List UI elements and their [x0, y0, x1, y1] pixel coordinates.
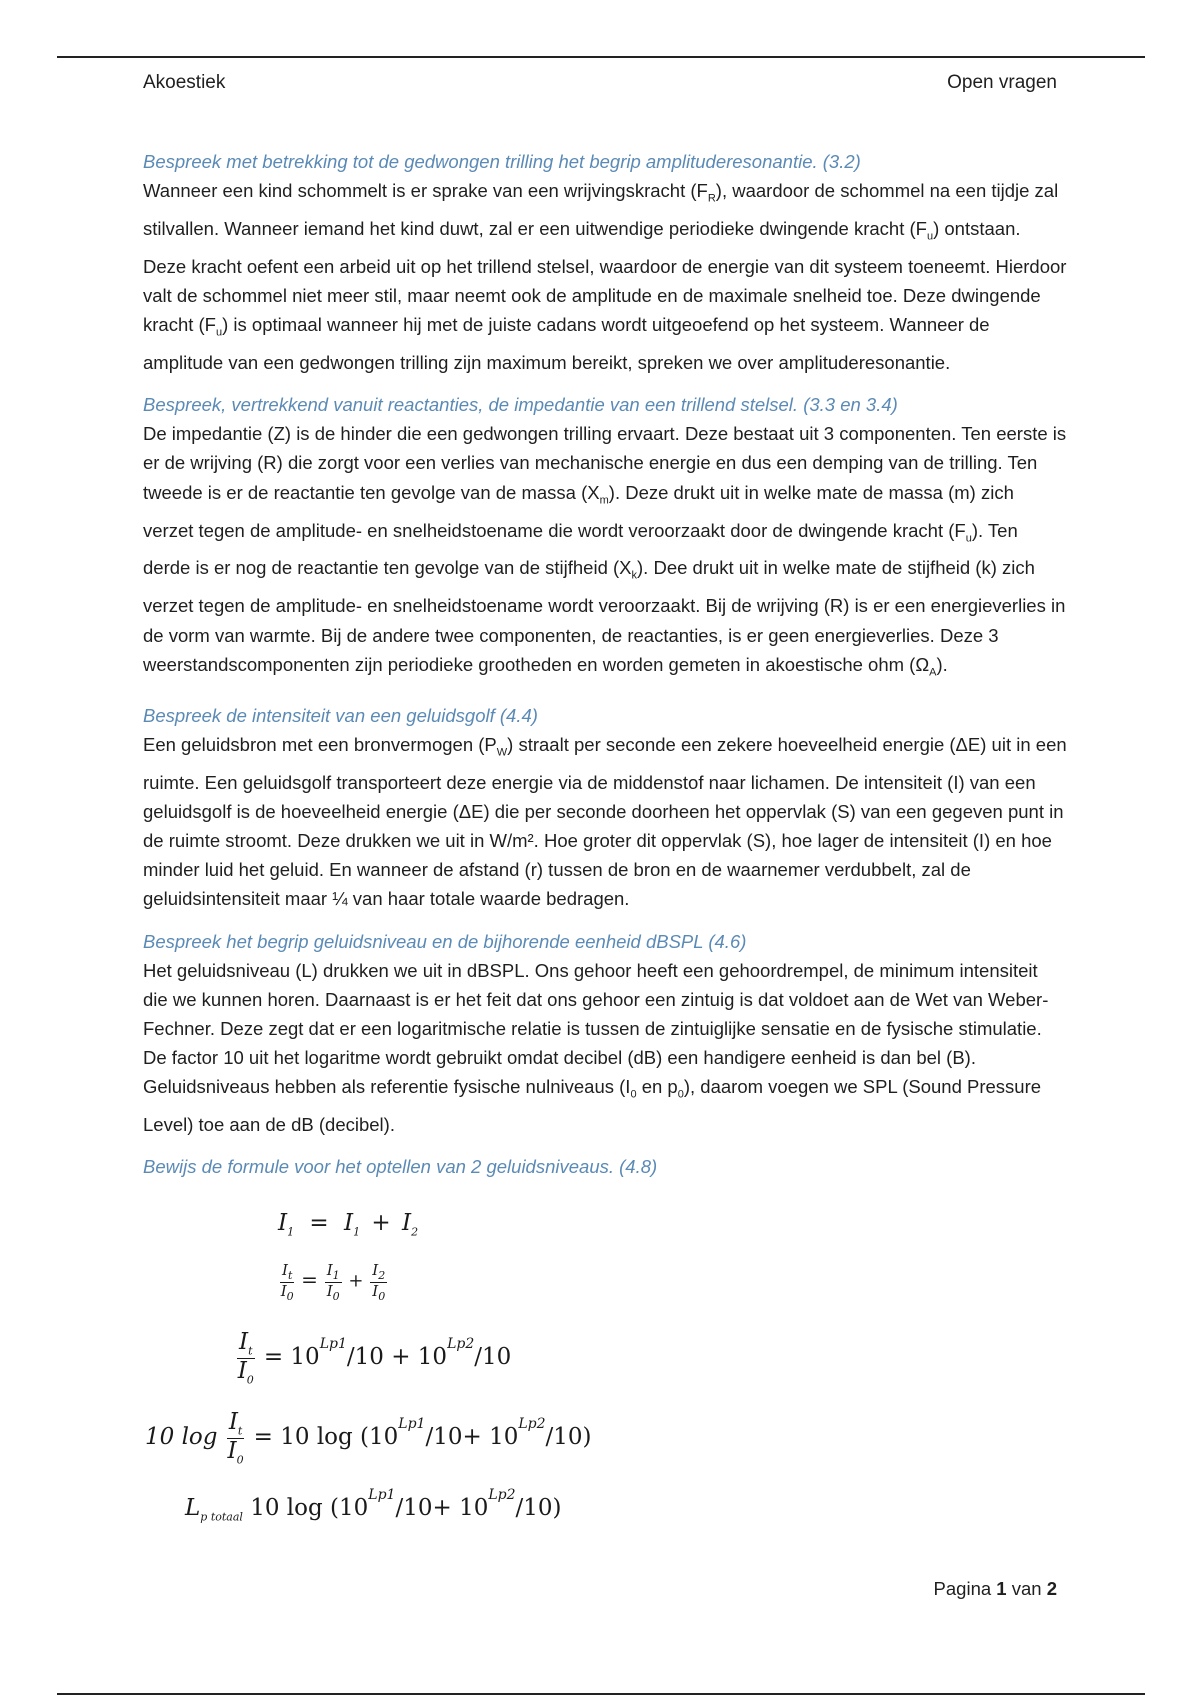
- page-header: [143, 72, 1057, 94]
- question-4: Bespreek het begrip geluidsniveau en de bijhorende eenheid dBSPL (4.6): [143, 930, 747, 952]
- answer-4: Het geluidsniveau (L) drukken we uit in dBSPL. Ons gehoor heeft een gehoordrempel, de minimum intensiteit die we kunnen horen. Daarnaast is er het feit dat ons gehoor een zintuig is dat voldoet aan de Wet van Weber-Fechner. Deze zegt dat er een logaritmische relatie is tussen de zintuiglijke sensatie en de fysische stimulatie. De factor 10 uit het logaritme wordt gebruikt omdat decibel (dB) een handigere eenheid is dan bel (B). Geluidsniveaus hebben als referentie fysische nulniveaus ($I_0$ en $p_0$), daarom voegen we SPL (Sound Pressure Level) toe aan de dB (decibel).: [143, 959, 1049, 1136]
- bottom-rule: [57, 1693, 1145, 1695]
- page-footer: Pagina 1 van 2: [933, 1578, 1057, 1599]
- page-number: 1: [996, 1578, 1007, 1599]
- formula-5: $L_{p totaal}$ 10 $\log (10^{Lp1}/10+ 10^{Lp2}/10)$: [185, 1487, 562, 1524]
- page-total: 2: [1046, 1578, 1057, 1599]
- top-rule: [57, 56, 1145, 58]
- header-subject: Akoestiek: [143, 72, 226, 93]
- header-title: Open vragen: [947, 72, 1057, 93]
- formula-1: $I_1 = I_1 + I_2$: [278, 1210, 419, 1239]
- formula-3: $\frac{I_t}{I_0}$ = $10^{Lp1}/10 + 10^{Lp2}/10$: [237, 1329, 512, 1387]
- formula-2: $\frac{I_t}{I_0}$ = $\frac{I_1}{I_0}$ + $\frac{I_2}{I_0}$: [280, 1261, 386, 1304]
- document-body: [143, 148, 1067, 1181]
- answer-3: Een geluidsbron met een bronvermogen $(P_W)$ straalt per seconde een zekere hoeveelheid energie (ΔE) uit in een ruimte. Een geluidsgolf transporteert deze energie via de middenstof naar lichamen. De intensiteit (I) van een geluidsgolf is de hoeveelheid energie (ΔE) die per seconde doorheen het oppervlak (S) van een gegeven punt in de ruimte stroomt. Deze drukken we uit in W/m². Hoe groter dit oppervlak (S), hoe lager de intensiteit (I) en hoe minder luid het geluid. En wanneer de afstand (r) tussen de bron en de waarnemer verdubbelt, zal de geluidsintensiteit maar ¼ van haar totale waarde bedragen.: [143, 733, 1067, 910]
- question-3: Bespreek de intensiteit van een geluidsgolf (4.4): [143, 704, 538, 726]
- answer-1: Wanneer een kind schommelt is er sprake van een wrijvingskracht $(F_R)$, waardoor de schommel na een tijdje zal stilvallen. Wanneer iemand het kind duwt, zal er een uitwendige periodieke dwingende kracht $(F_u)$ ontstaan. Deze kracht oefent een arbeid uit op het trillend stelsel, waardoor de energie van dit systeem toeneemt. Hierdoor valt de schommel niet meer stil, maar neemt ook de amplitude en de maximale snelheid toe. Deze dwingende kracht $(F_u)$ is optimaal wanneer hij met de juiste cadans wordt uitgeoefend op het systeem. Wanneer de amplitude van een gedwongen trilling zijn maximum bereikt, spreken we over amplituderesonantie.: [143, 180, 1067, 374]
- formula-4: 10 log $\frac{I_t}{I_0}$ = 10 $\log (10^{Lp1}/10+ 10^{Lp2}/10)$: [145, 1409, 592, 1467]
- answer-2: De impedantie (Z) is de hinder die een gedwongen trilling ervaart. Deze bestaat uit 3 componenten. Ten eerste is er de wrijving (R) die zorgt voor een verlies van mechanische energie en dus een demping van de trilling. Ten tweede is er de reactantie ten gevolge van de massa $(X_m)$. Deze drukt uit in welke mate de massa (m) zich verzet tegen de amplitude- en snelheidstoename die wordt veroorzaakt door de dwingende kracht $(F_u)$. Ten derde is er nog de reactantie ten gevolge van de stijfheid $(X_k)$. Dee drukt uit in welke mate de stijfheid (k) zich verzet tegen de amplitude- en snelheidstoename wordt veroorzaakt. Bij de wrijving (R) is er een energieverlies in de vorm van warmte. Bij de andere twee componenten, de reactanties, is er geen energieverlies. Deze 3 weerstandscomponenten zijn periodieke grootheden en worden gemeten in akoestische ohm $(\Omega_A)$.: [143, 423, 1067, 679]
- question-2: Bespreek, vertrekkend vanuit reactanties, de impedantie van een trillend stelsel. (3.3 en 3.4): [143, 394, 898, 416]
- formula-block: [143, 1210, 843, 1550]
- question-1: Bespreek met betrekking tot de gedwongen trilling het begrip amplituderesonantie. (3.2): [143, 151, 861, 172]
- question-5: Bewijs de formule voor het optellen van 2 geluidsniveaus. (4.8): [143, 1156, 658, 1178]
